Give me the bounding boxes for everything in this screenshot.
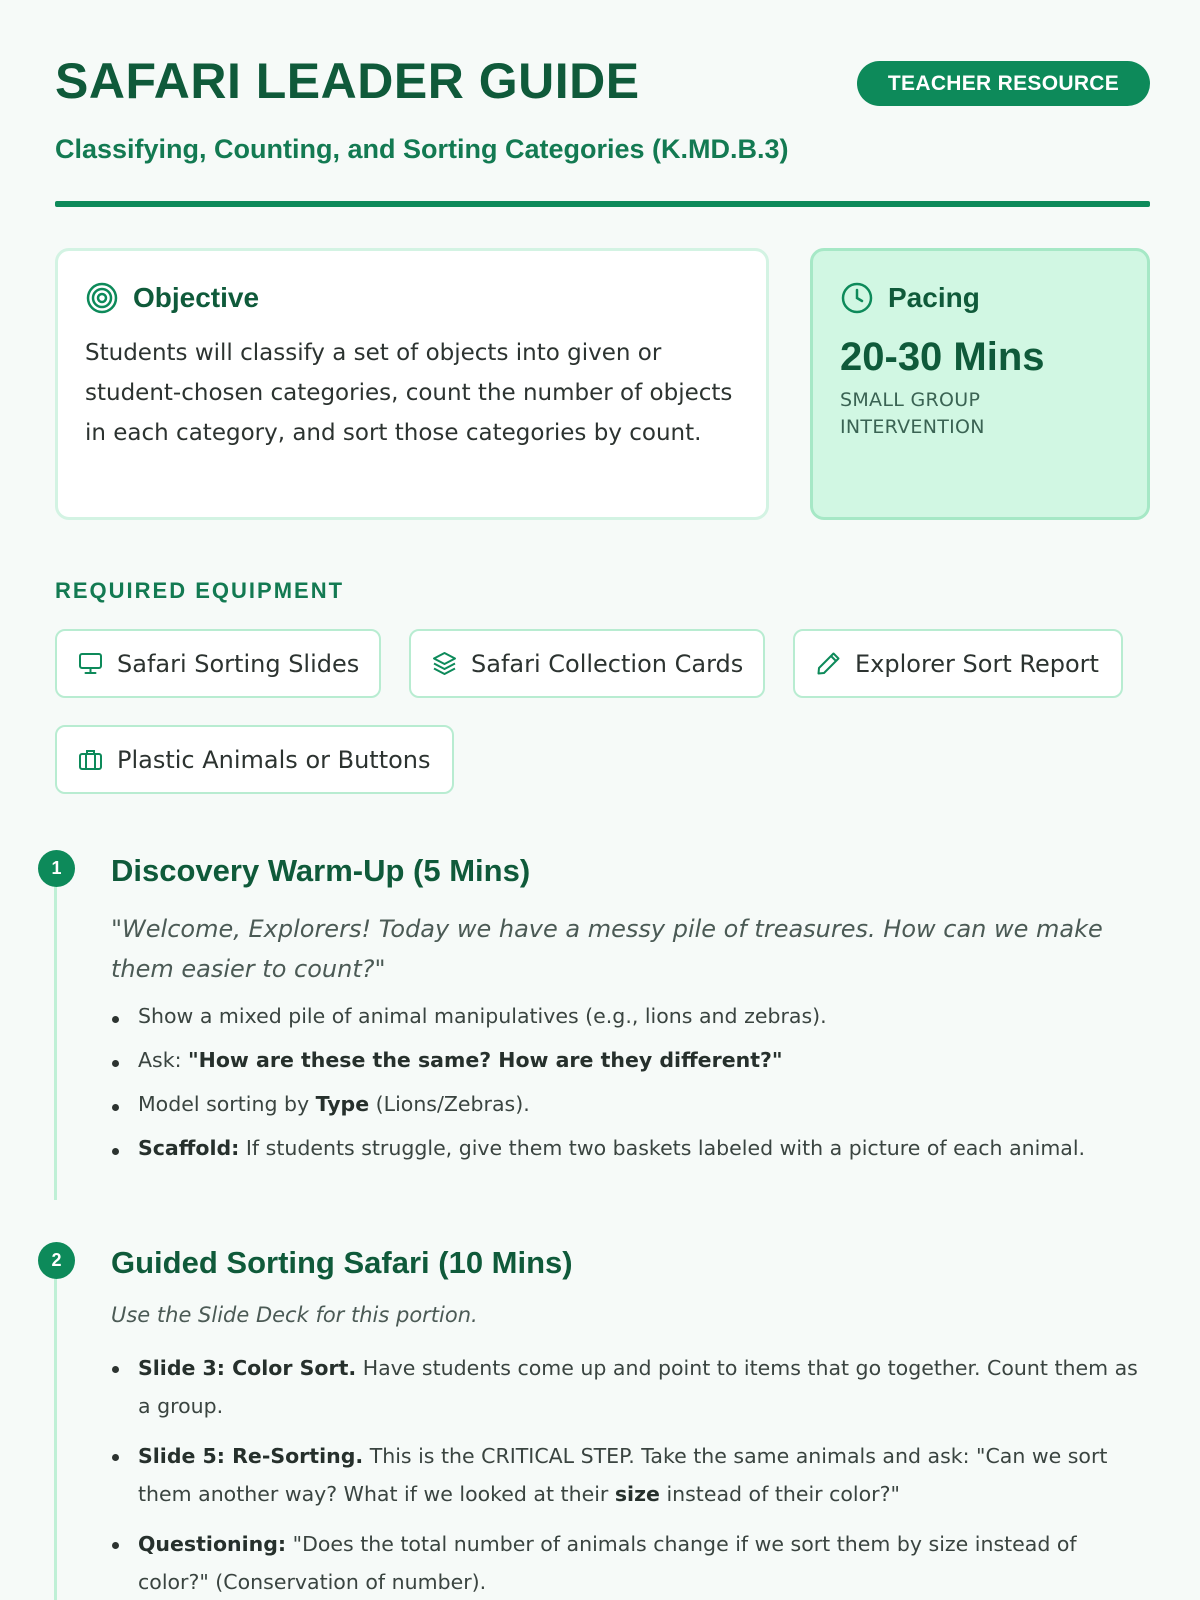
objective-heading (85, 281, 259, 315)
list-item: Scaffold: If students struggle, give them two baskets labeled with a picture of each animal. (112, 1133, 1152, 1163)
equipment-item-label: Safari Collection Cards (471, 649, 744, 678)
equipment-item-label: Plastic Animals or Buttons (117, 745, 431, 774)
equipment-item-collection-cards (409, 629, 765, 698)
timeline-line (54, 1272, 57, 1600)
objective-text: Students will classify a set of objects into given or student-chosen categories, count the number of objects in each category, and sort those categories by count. (85, 340, 733, 446)
step-note: Use the Slide Deck for this portion. (111, 1303, 478, 1327)
pacing-duration: 20-30 Mins (840, 335, 1045, 379)
step-2-bullets (112, 1349, 1152, 1600)
step-title: Discovery Warm-Up (5 Mins) (111, 853, 531, 888)
objective-heading-label: Objective (133, 282, 260, 313)
list-item: Show a mixed pile of animal manipulatives (e.g., lions and zebras). (112, 1001, 1152, 1031)
pacing-heading-label: Pacing (888, 282, 980, 313)
list-item: Slide 5: Re-Sorting. This is the CRITICAL STEP. Take the same animals and ask: "Can we sort them another way? What if we looked at their size instead of their color?" (112, 1437, 1152, 1513)
timeline-line (54, 880, 57, 1200)
monitor-icon (77, 650, 104, 677)
clock-icon (840, 281, 874, 315)
pencil-icon (815, 650, 842, 677)
list-item: Slide 3: Color Sort. Have students come up and point to items that go together. Count them as a group. (112, 1349, 1152, 1425)
pacing-format: SMALL GROUP INTERVENTION (840, 389, 985, 438)
page-subtitle: Classifying, Counting, and Sorting Categories (K.MD.B.3) (55, 134, 789, 164)
pacing-card (810, 248, 1150, 520)
page-title: SAFARI LEADER GUIDE (55, 53, 640, 109)
list-item: Model sorting by Type (Lions/Zebras). (112, 1089, 1152, 1119)
objective-card (55, 248, 769, 520)
step-quote: "Welcome, Explorers! Today we have a messy pile of treasures. How can we make them easier to count?" (111, 915, 1103, 983)
pacing-heading (840, 281, 980, 315)
equipment-heading: REQUIRED EQUIPMENT (55, 578, 345, 603)
toolbox-icon (77, 746, 104, 773)
equipment-item-label: Explorer Sort Report (855, 649, 1099, 678)
header-divider (55, 201, 1150, 207)
target-icon (85, 281, 119, 315)
step-title: Guided Sorting Safari (10 Mins) (111, 1245, 573, 1280)
equipment-item-sorting-slides (55, 629, 381, 698)
step-number-badge: 2 (38, 1242, 75, 1279)
list-item: Ask: "How are these the same? How are they different?" (112, 1045, 1152, 1075)
list-item: Questioning: "Does the total number of animals change if we sort them by size instead of color?" (Conservation of number). (112, 1525, 1152, 1600)
layers-icon (431, 650, 458, 677)
equipment-item-manipulatives (55, 725, 454, 794)
teacher-resource-badge: TEACHER RESOURCE (857, 61, 1150, 106)
equipment-item-sort-report (793, 629, 1123, 698)
equipment-item-label: Safari Sorting Slides (117, 649, 360, 678)
step-number-badge: 1 (38, 850, 75, 887)
step-1-bullets (112, 1001, 1152, 1177)
